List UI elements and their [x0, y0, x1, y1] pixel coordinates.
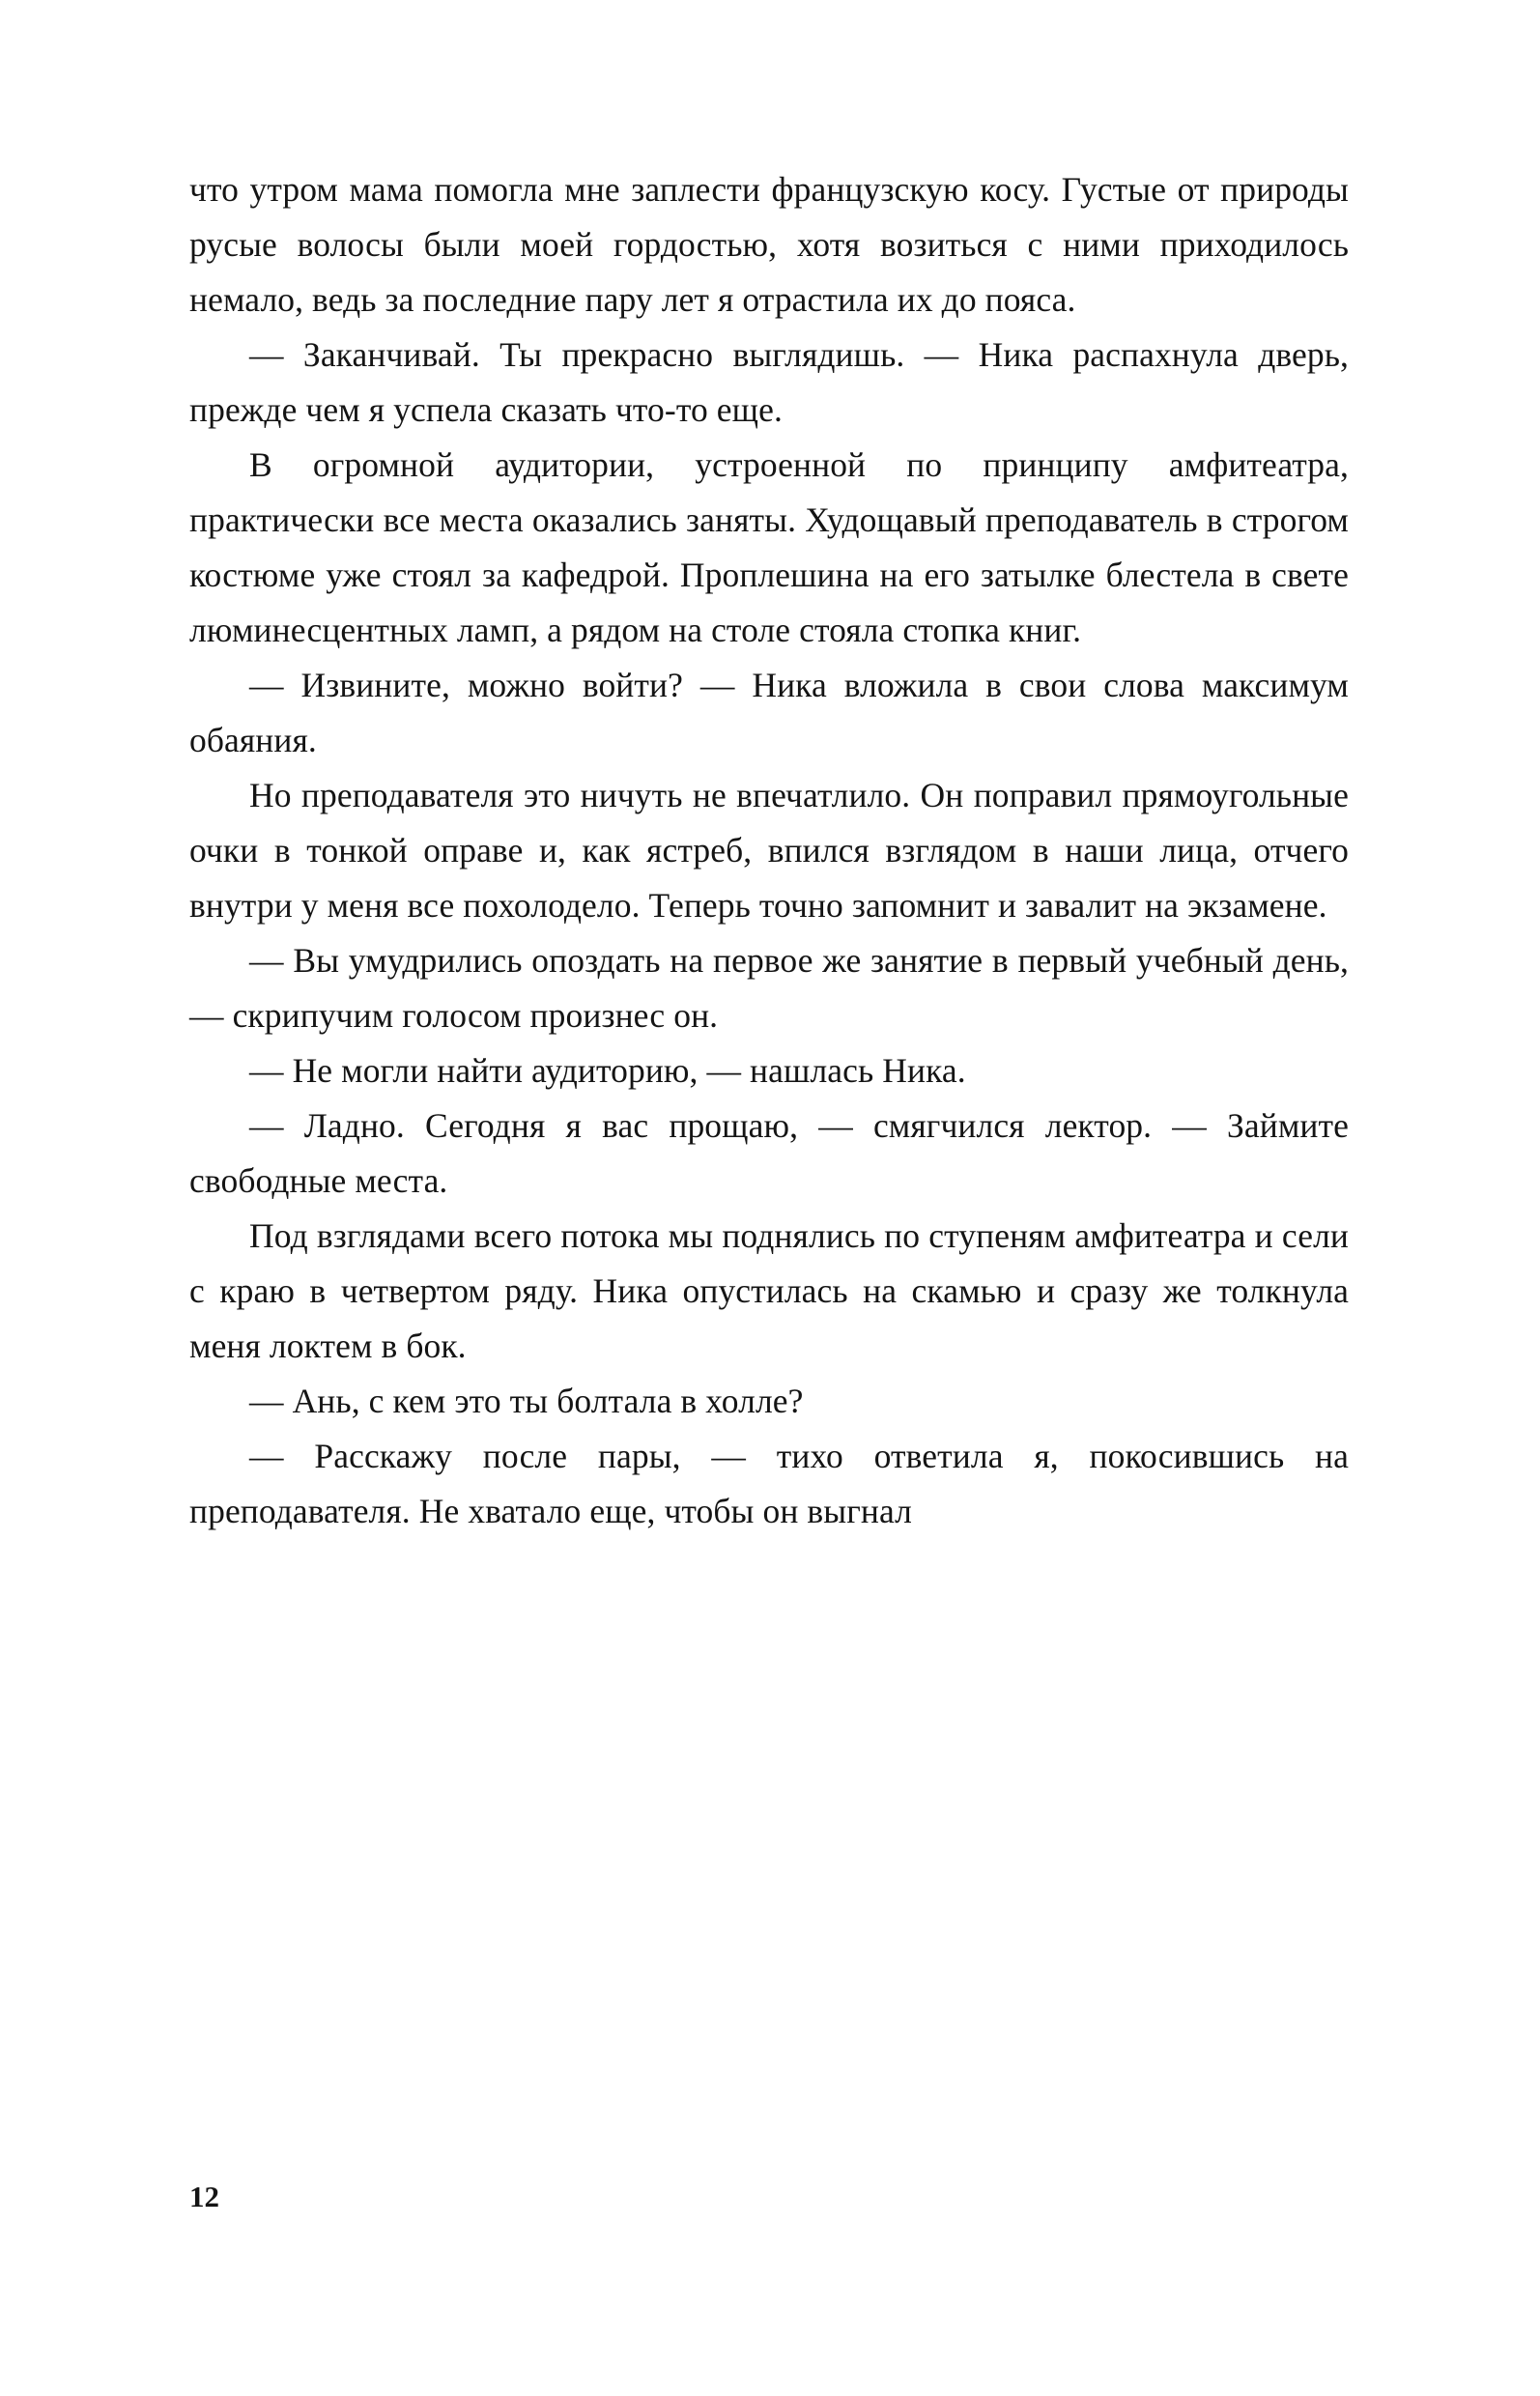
- paragraph: — Не могли найти аудиторию, — нашлась Ника.: [249, 1051, 966, 1090]
- body-text-column: [189, 162, 1349, 1539]
- paragraph: — Вы умудрились опоздать на первое же занятие в первый учебный день, — скрипучим голосом произнес он.: [189, 941, 1349, 1035]
- paragraph: — Ладно. Сегодня я вас прощаю, — смягчился лектор. — Займите свободные места.: [189, 1106, 1349, 1200]
- paragraph: Но преподавателя это ничуть не впечатлило. Он поправил прямоугольные очки в тонкой оправе и, как ястреб, впился взглядом в наши лица, отчего внутри у меня все похолодело. Теперь точно запомнит и завалит на экзамене.: [189, 776, 1349, 925]
- paragraph: что утром мама помогла мне заплести французскую косу. Густые от природы русые волосы были моей гордостью, хотя возиться с ними приходилось немало, ведь за последние пару лет я отрастила их до пояса.: [189, 170, 1349, 319]
- paragraph: — Расскажу после пары, — тихо ответила я, покосившись на преподавателя. Не хватало еще, чтобы он выгнал: [189, 1437, 1349, 1530]
- page-number: 12: [189, 2180, 219, 2213]
- paragraph: В огромной аудитории, устроенной по принципу амфитеатра, практически все места оказались заняты. Худощавый преподаватель в строгом костюме уже стоял за кафедрой. Проплешина на его затылке блестела в свете люминесцентных ламп, а рядом на столе стояла стопка книг.: [189, 445, 1349, 649]
- paragraph: — Ань, с кем это ты болтала в холле?: [249, 1382, 804, 1420]
- paragraph: Под взглядами всего потока мы поднялись по ступеням амфитеатра и сели с краю в четвертом ряду. Ника опустилась на скамью и сразу же толкнула меня локтем в бок.: [189, 1216, 1349, 1365]
- paragraph: — Заканчивай. Ты прекрасно выглядишь. — Ника распахнула дверь, прежде чем я успела сказать что-то еще.: [189, 335, 1349, 429]
- paragraph: — Извините, можно войти? — Ника вложила в свои слова максимум обаяния.: [189, 666, 1349, 759]
